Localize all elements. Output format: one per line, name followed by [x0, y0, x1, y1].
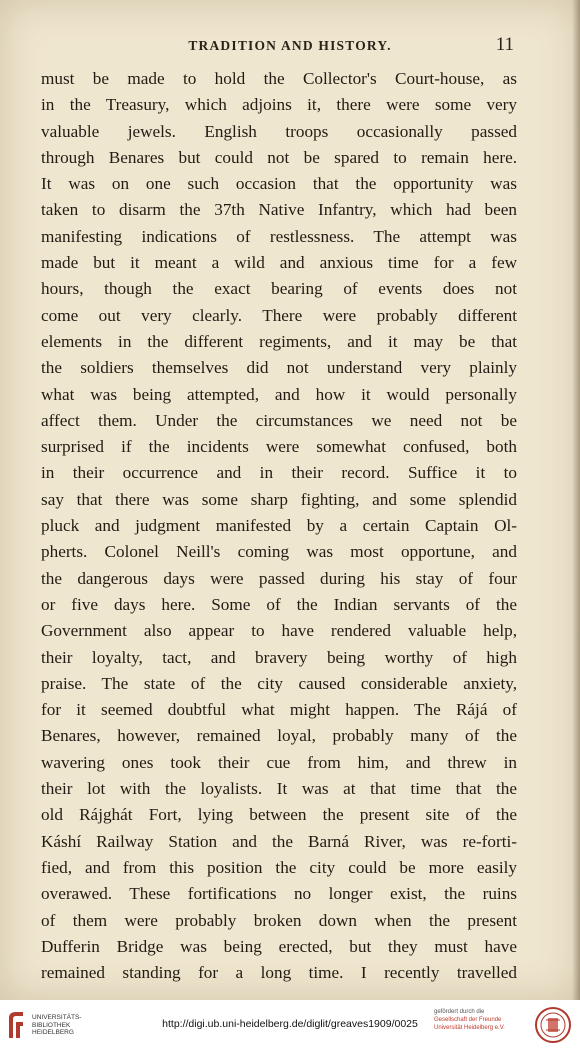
- text-line: wavering ones took their cue from him, and threw in: [41, 752, 517, 772]
- text-line: manifesting indications of restlessness. The attempt was: [41, 226, 517, 246]
- text-line: remained standing for a long time. I recently travelled: [41, 963, 517, 983]
- page-header: [0, 36, 580, 60]
- text-line: the dangerous days were passed during his stay of four: [41, 568, 517, 588]
- text-line: their loyalty, tact, and bravery being worthy of high: [41, 647, 517, 667]
- text-line: Káshí Railway Station and the Barná River, was re-forti-: [41, 831, 517, 851]
- permalink-url[interactable]: http://digi.ub.uni-heidelberg.de/diglit/greaves1909/0025: [162, 1018, 418, 1030]
- library-name-line: HEIDELBERG: [32, 1029, 74, 1036]
- text-line: taken to disarm the 37th Native Infantry, which had been: [41, 200, 517, 220]
- text-line: affect them. Under the circumstances we need not be: [41, 410, 517, 430]
- text-line: praise. The state of the city caused considerable anxiety,: [41, 673, 517, 693]
- text-line: pherts. Colonel Neill's coming was most opportune, and: [41, 542, 517, 562]
- library-name-line: BIBLIOTHEK: [32, 1021, 71, 1029]
- text-line: old Rájghát Fort, lying between the present site of the: [41, 805, 517, 825]
- text-line: in the Treasury, which adjoins it, there were some very: [41, 95, 517, 115]
- text-line: must be made to hold the Collector's Court-house, as: [41, 69, 517, 88]
- text-line: Dufferin Bridge was being erected, but they must have: [41, 936, 517, 956]
- sponsor-line: gefördert durch die: [434, 1009, 485, 1015]
- text-line: fied, and from this position the city could be more easily: [41, 857, 517, 877]
- text-line: Benares, however, remained loyal, probably many of the: [41, 726, 517, 746]
- text-line: made but it meant a wild and anxious time for a few: [41, 253, 517, 273]
- text-line: It was on one such occasion that the opportunity was: [41, 174, 517, 194]
- text-line: pluck and judgment manifested by a certain Captain Ol-: [41, 516, 517, 536]
- text-line: what was being attempted, and how it would personally: [41, 384, 517, 404]
- text-line: overawed. These fortifications no longer exist, the ruins: [41, 884, 517, 904]
- text-line: Government also appear to have rendered valuable help,: [41, 621, 517, 641]
- text-body: [41, 66, 517, 986]
- text-line: valuable jewels. English troops occasionally passed: [41, 121, 517, 141]
- text-line: through Benares but could not be spared to remain here.: [41, 147, 517, 167]
- text-line: say that there was some sharp fighting, and some splendid: [41, 489, 517, 509]
- page-number: 11: [495, 34, 514, 55]
- text-line: the soldiers themselves did not understand very plainly: [41, 358, 517, 378]
- text-line: come out very clearly. There were probably different: [41, 305, 517, 325]
- text-line: their lot with the loyalists. It was at that time that the: [41, 779, 517, 799]
- text-line: surprised if the incidents were somewhat confused, both: [41, 437, 517, 457]
- library-name-line: UNIVERSITÄTS-: [32, 1014, 82, 1021]
- university-seal-icon: [534, 1006, 572, 1044]
- text-line: elements in the different regiments, and it may be that: [41, 331, 517, 351]
- sponsor-line: Gesellschaft der Freunde: [434, 1017, 502, 1023]
- digitization-footer: [0, 1000, 580, 1048]
- text-line: hours, though the exact bearing of events does not: [41, 279, 517, 299]
- sponsor-note: [434, 1008, 524, 1032]
- text-line: for it seemed doubtful what might happen. The Rájá of: [41, 700, 517, 720]
- text-line: in their occurrence and in their record. Suffice it to: [41, 463, 517, 483]
- text-line: or five days here. Some of the Indian servants of the: [41, 594, 517, 614]
- sponsor-line: Universität Heidelberg e.V.: [434, 1025, 505, 1031]
- running-title: TRADITION AND HISTORY.: [188, 38, 392, 53]
- text-line: of them were probably broken down when the present: [41, 910, 517, 930]
